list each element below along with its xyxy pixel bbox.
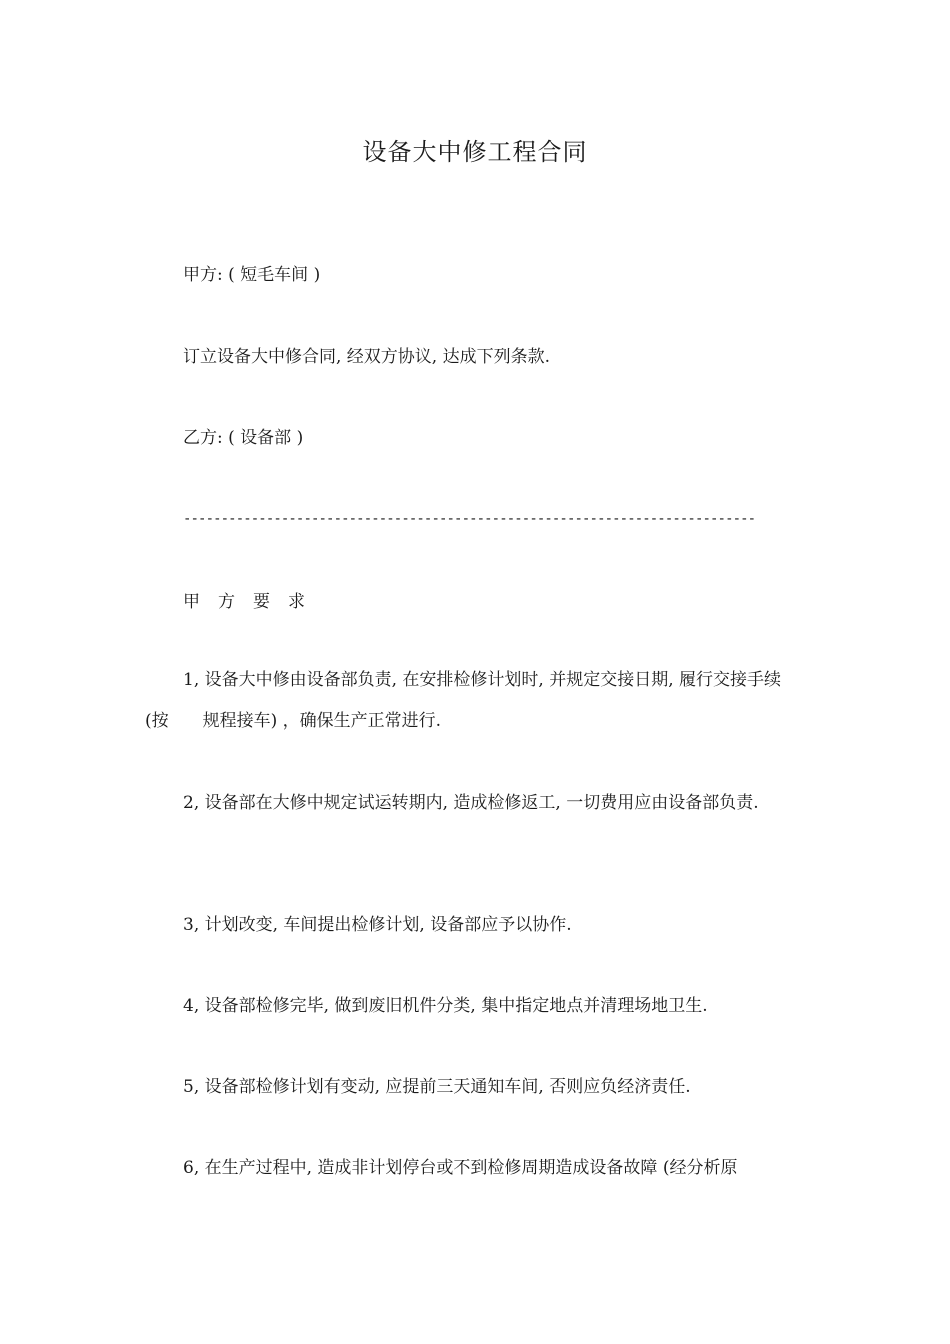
section-heading: 甲方要求	[183, 592, 323, 612]
clause-3: 3, 计划改变, 车间提出检修计划, 设备部应予以协作.	[183, 915, 572, 935]
clause-1: 1, 设备大中修由设备部负责, 在安排检修计划时, 并规定交接日期, 履行交接手续 (按 规程接车) ，确保生产正常进行.	[145, 670, 782, 731]
clause-4: 4, 设备部检修完毕, 做到废旧机件分类, 集中指定地点并清理场地卫生.	[183, 996, 708, 1016]
intro-line: 订立设备大中修合同, 经双方协议, 达成下列条款.	[183, 347, 551, 367]
clause-2: 2, 设备部在大修中规定试运转期内, 造成检修返工, 一切费用应由设备部负责.	[183, 793, 759, 813]
separator-line: ----------------------------------------------------------------------------	[183, 511, 756, 527]
clause-6: 6, 在生产过程中, 造成非计划停台或不到检修周期造成设备故障 (经分析原	[183, 1158, 738, 1178]
clause-5: 5, 设备部检修计划有变动, 应提前三天通知车间, 否则应负经济责任.	[183, 1077, 691, 1097]
document-title: 设备大中修工程合同	[362, 138, 588, 166]
party-b-line: 乙方: ( 设备部 )	[183, 428, 304, 448]
party-a-line: 甲方: ( 短毛车间 )	[183, 265, 321, 285]
